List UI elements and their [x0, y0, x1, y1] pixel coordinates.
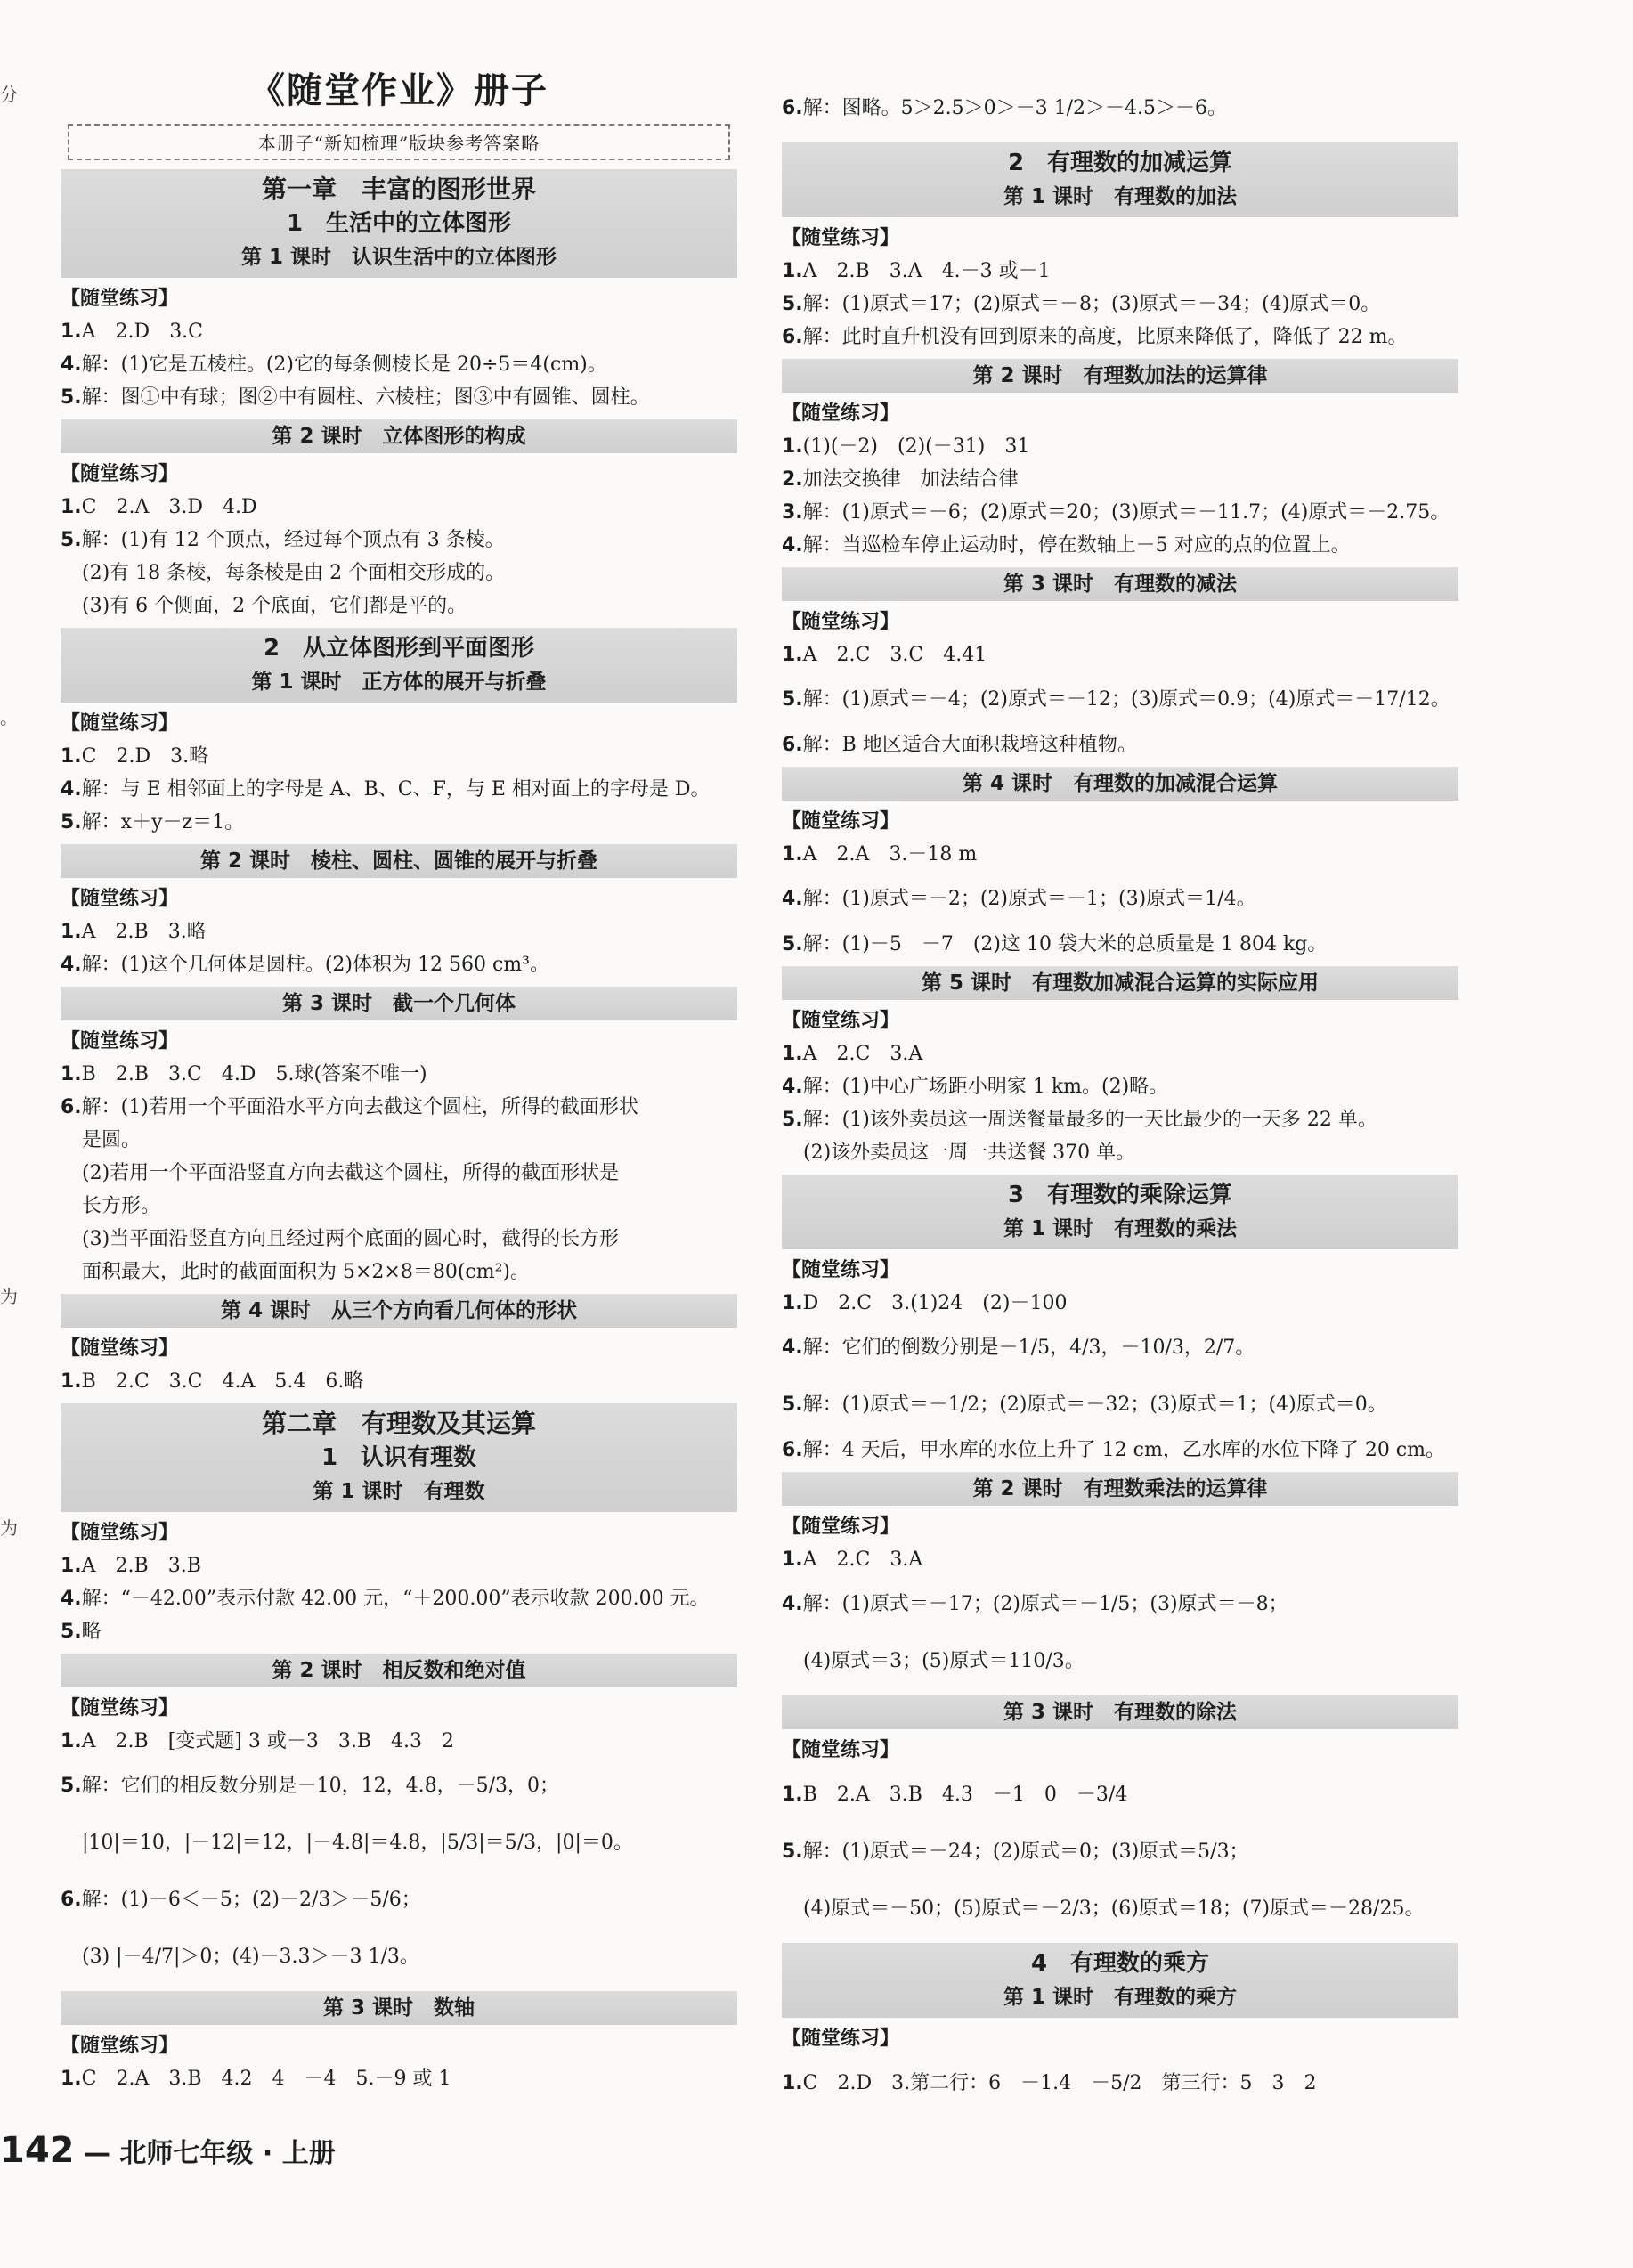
lesson-title: 第 2 课时 立体图形的构成	[272, 425, 526, 448]
answer-text: 解：此时直升机没有回到原来的高度，比原来降低了，降低了 22 m。	[802, 326, 1408, 348]
booklet-note: 本册子“新知梳理”版块参考答案略	[68, 124, 730, 160]
answer-line	[61, 491, 737, 524]
chapter-title: 第一章 丰富的图形世界	[261, 175, 536, 204]
footer-dash: —	[83, 2138, 110, 2169]
section-title: 3 有理数的乘除运算	[1007, 1182, 1233, 1208]
right-column	[782, 80, 1458, 2118]
answer-text: A 2.D 3.C	[81, 321, 204, 343]
answer-text: B 2.C 3.C 4.A 5.4 6.略	[81, 1370, 364, 1393]
answer-line	[61, 1058, 737, 1091]
lesson-title: 第 3 课时 有理数的除法	[1003, 1701, 1238, 1724]
question-number: 5.	[782, 1841, 803, 1863]
answer-line	[782, 1576, 1458, 1633]
question-number: 6.	[782, 1439, 803, 1461]
answer-text: B 2.A 3.B 4.3 －1 0 －3/4	[802, 1784, 1128, 1806]
question-number: 1.	[61, 1063, 82, 1085]
answer-line	[61, 1190, 737, 1223]
answer-block	[61, 844, 737, 981]
answer-text: C 2.A 3.D 4.D	[81, 496, 257, 518]
answer-text: (4)原式＝－50；(5)原式＝－2/3；(6)原式＝18；(7)原式＝－28/25。	[803, 1898, 1425, 1920]
answer-line	[61, 1758, 737, 1815]
section-header	[61, 169, 737, 278]
answer-line	[782, 871, 1458, 928]
answer-block	[61, 1654, 737, 1986]
question-number: 4.	[782, 1337, 803, 1359]
question-number: 5.	[782, 1394, 803, 1416]
answer-text: 解：(1)中心广场距小明家 1 km。(2)略。	[802, 1076, 1169, 1098]
answer-text: 解：(1)－6＜－5；(2)－2/3＞－5/6；	[81, 1889, 421, 1911]
answer-line	[61, 1582, 737, 1615]
question-number: 4.	[61, 354, 82, 376]
answer-line	[782, 928, 1458, 961]
question-number: 1.	[61, 496, 82, 518]
question-number: 4.	[61, 954, 82, 976]
answer-line	[61, 524, 737, 557]
lesson-title: 第 1 课时 有理数的加法	[1003, 185, 1238, 208]
booklet-title: 《随堂作业》册子	[249, 70, 548, 111]
question-number: 5.	[782, 933, 803, 955]
answer-line	[782, 1377, 1458, 1434]
answer-line	[61, 589, 737, 622]
answer-text: (4)原式＝3；(5)原式＝110/3。	[803, 1650, 1085, 1672]
answer-line	[782, 1767, 1458, 1824]
answer-block	[782, 1943, 1458, 2112]
section-header	[782, 966, 1458, 1000]
answer-line	[782, 80, 1458, 137]
question-number: 4.	[782, 534, 803, 557]
practice-label: 【随堂练习】	[782, 1516, 900, 1538]
question-number: 5.	[61, 1621, 82, 1643]
answer-line	[61, 1929, 737, 1986]
question-number: 1.	[782, 1043, 803, 1065]
section-title: 2 从立体图形到平面图形	[263, 635, 535, 662]
question-number: 4.	[782, 1593, 803, 1615]
question-number: 1.	[61, 1730, 82, 1752]
lesson-title: 第 3 课时 数轴	[322, 1996, 475, 2020]
answer-line	[782, 1881, 1458, 1938]
answer-block	[782, 80, 1458, 137]
answer-block	[782, 359, 1458, 562]
lesson-title: 第 4 课时 有理数的加减混合运算	[962, 772, 1279, 795]
answer-text: 略	[81, 1621, 102, 1643]
answer-text: A 2.C 3.A	[802, 1549, 923, 1571]
answer-text: (1)(－2) (2)(－31) 31	[802, 435, 1030, 458]
answer-line	[782, 1824, 1458, 1881]
edge-mark: 分	[0, 84, 18, 105]
question-number: 1.	[61, 745, 82, 768]
answer-text: 解：它们的相反数分别是－10，12，4.8，－5/3，0；	[81, 1775, 560, 1797]
answer-block	[782, 966, 1458, 1169]
answer-line	[782, 1320, 1458, 1377]
section-title: 1 认识有理数	[321, 1444, 477, 1471]
practice-label: 【随堂练习】	[61, 712, 179, 735]
answer-line	[782, 638, 1458, 671]
question-number: 2.	[782, 468, 803, 491]
section-header	[782, 767, 1458, 801]
answer-text: 解：(1)－5 －7 (2)这 10 袋大米的总质量是 1 804 kg。	[802, 933, 1328, 955]
question-number: 1.	[61, 321, 82, 343]
question-number: 6.	[782, 326, 803, 348]
answer-line	[782, 496, 1458, 529]
answer-text: 解：它们的倒数分别是－1/5，4/3，－10/3，2/7。	[802, 1337, 1255, 1359]
answer-line	[782, 1103, 1458, 1136]
answer-text: 解：(1)原式＝－2；(2)原式＝－1；(3)原式＝1/4。	[802, 888, 1256, 910]
answer-line	[61, 381, 737, 414]
answer-text: 解：x＋y－z＝1。	[81, 811, 245, 833]
question-number: 5.	[782, 293, 803, 315]
answer-text: 解：图略。5＞2.5＞0＞－3 1/2＞－4.5＞－6。	[802, 97, 1228, 119]
practice-label: 【随堂练习】	[782, 1259, 900, 1281]
answer-text: 解：(1)原式＝－4；(2)原式＝－12；(3)原式＝0.9；(4)原式＝－17/12。	[802, 688, 1450, 711]
section-header	[61, 1654, 737, 1687]
answer-line	[782, 838, 1458, 871]
answer-line	[782, 728, 1458, 761]
answer-block	[61, 628, 737, 839]
answer-text: C 2.A 3.B 4.2 4 －4 5.－9 或 1	[81, 2068, 451, 2090]
answer-text: 解：(1)该外卖员这一周送餐量最多的一天比最少的一天多 22 单。	[802, 1109, 1377, 1131]
question-number: 3.	[782, 501, 803, 524]
question-number: 5.	[61, 386, 82, 409]
lesson-title: 第 2 课时 相反数和绝对值	[272, 1659, 526, 1682]
answer-text: (3) |－4/7|＞0；(4)－3.3＞－3 1/3。	[82, 1946, 419, 1968]
lesson-title: 第 2 课时 棱柱、圆柱、圆锥的展开与折叠	[199, 849, 598, 873]
answer-text: 加法交换律 加法结合律	[802, 468, 1019, 491]
answer-block	[782, 567, 1458, 761]
answer-text: 解：当巡检车停止运动时，停在数轴上－5 对应的点的位置上。	[802, 534, 1351, 557]
answer-text: 解：(1)有 12 个顶点，经过每个顶点有 3 条棱。	[81, 529, 505, 551]
question-number: 5.	[61, 1775, 82, 1797]
lesson-title: 第 4 课时 从三个方向看几何体的形状	[220, 1299, 578, 1322]
answer-block	[61, 1403, 737, 1648]
answer-block	[782, 1695, 1458, 1938]
answer-text: (3)当平面沿竖直方向且经过两个底面的圆心时，截得的长方形	[82, 1228, 620, 1250]
answer-line	[61, 740, 737, 773]
answer-text: (2)有 18 条棱，每条棱是由 2 个面相交形成的。	[82, 562, 506, 584]
edge-mark: 。	[0, 707, 18, 728]
answer-line	[61, 557, 737, 589]
answer-line	[782, 255, 1458, 288]
answer-text: 解：图①中有球；图②中有圆柱、六棱柱；图③中有圆锥、圆柱。	[81, 386, 650, 409]
answer-text: 解：B 地区适合大面积栽培这种植物。	[802, 734, 1137, 756]
answer-line	[61, 1615, 737, 1648]
answer-text: A 2.C 3.A	[802, 1043, 923, 1065]
answer-text: |10|＝10，|－12|＝12，|－4.8|＝4.8，|5/3|＝5/3，|0|＝0。	[82, 1832, 633, 1854]
question-number: 6.	[61, 1096, 82, 1118]
section-header	[61, 1294, 737, 1328]
answer-line	[61, 1725, 737, 1758]
question-number: 4.	[61, 778, 82, 801]
answer-text: 解：(1)原式＝－6；(2)原式＝20；(3)原式＝－11.7；(4)原式＝－2.75。	[802, 501, 1450, 524]
answer-text: 面积最大，此时的截面面积为 5×2×8＝80(cm²)。	[82, 1261, 531, 1283]
section-title: 1 生活中的立体图形	[286, 210, 512, 237]
practice-label: 【随堂练习】	[782, 402, 900, 425]
answer-line	[782, 1543, 1458, 1576]
question-number: 1.	[782, 2072, 803, 2094]
section-header	[61, 419, 737, 453]
answer-line	[782, 288, 1458, 321]
question-number: 1.	[782, 1549, 803, 1571]
lesson-title: 第 2 课时 有理数加法的运算律	[972, 364, 1268, 387]
question-number: 5.	[61, 529, 82, 551]
answer-block	[61, 419, 737, 622]
answer-line	[61, 1256, 737, 1288]
answer-block	[61, 1991, 737, 2095]
lesson-title: 第 2 课时 有理数乘法的运算律	[972, 1477, 1268, 1500]
question-number: 4.	[61, 1588, 82, 1610]
answer-line	[782, 1136, 1458, 1169]
answer-line	[61, 773, 737, 806]
lesson-title: 第 1 课时 正方体的展开与折叠	[251, 671, 547, 694]
question-number: 4.	[782, 888, 803, 910]
practice-label: 【随堂练习】	[782, 1739, 900, 1761]
question-number: 1.	[61, 1555, 82, 1577]
answer-line	[782, 463, 1458, 496]
question-number: 1.	[782, 260, 803, 282]
answer-line	[782, 1037, 1458, 1070]
answer-text: (3)有 6 个侧面，2 个底面，它们都是平的。	[82, 595, 467, 617]
section-header	[782, 359, 1458, 393]
lesson-title: 第 1 课时 有理数的乘法	[1003, 1217, 1238, 1240]
question-number: 6.	[61, 1889, 82, 1911]
answer-line	[61, 1815, 737, 1872]
answer-block	[782, 142, 1458, 354]
answer-text: 解：(1)原式＝－17；(2)原式＝－1/5；(3)原式＝－8；	[802, 1593, 1288, 1615]
question-number: 4.	[782, 1076, 803, 1098]
answer-text: A 2.B 3.A 4.－3 或－1	[802, 260, 1051, 282]
answer-text: 解：(1)原式＝－1/2；(2)原式＝－32；(3)原式＝1；(4)原式＝0。	[802, 1394, 1387, 1416]
answer-text: C 2.D 3.第二行：6 －1.4 －5/2 第三行：5 3 2	[802, 2072, 1317, 2094]
answer-text: 解：4 天后，甲水库的水位上升了 12 cm，乙水库的水位下降了 20 cm。	[802, 1439, 1445, 1461]
answer-text: 解：(1)原式＝17；(2)原式＝－8；(3)原式＝－34；(4)原式＝0。	[802, 293, 1381, 315]
answer-text: 长方形。	[82, 1195, 161, 1217]
question-number: 5.	[782, 1109, 803, 1131]
lesson-title: 第 1 课时 有理数	[313, 1480, 485, 1503]
section-header	[61, 1403, 737, 1512]
question-number: 5.	[782, 688, 803, 711]
section-header	[61, 628, 737, 703]
answer-line	[61, 1091, 737, 1124]
section-header	[61, 1991, 737, 2025]
answer-text: 解：(1)若用一个平面沿水平方向去截这个圆柱，所得的截面形状	[81, 1096, 638, 1118]
edge-mark: 为	[0, 1517, 18, 1539]
practice-label: 【随堂练习】	[61, 1030, 179, 1053]
answer-text: 解：(1)这个几何体是圆柱。(2)体积为 12 560 cm³。	[81, 954, 549, 976]
lesson-title: 第 1 课时 有理数的乘方	[1003, 1986, 1238, 2009]
answer-line	[782, 1434, 1458, 1467]
page-number: 142	[0, 2130, 75, 2171]
answer-block	[782, 1175, 1458, 1467]
practice-label: 【随堂练习】	[61, 1337, 179, 1360]
answer-line	[61, 1872, 737, 1929]
practice-label: 【随堂练习】	[61, 888, 179, 910]
section-header	[782, 1943, 1458, 2018]
question-number: 1.	[782, 644, 803, 666]
question-number: 1.	[782, 1784, 803, 1806]
lesson-title: 第 1 课时 认识生活中的立体图形	[240, 246, 557, 269]
page-footer	[0, 2130, 336, 2171]
chapter-title: 第二章 有理数及其运算	[261, 1409, 536, 1438]
practice-label: 【随堂练习】	[61, 288, 179, 310]
answer-text: (2)该外卖员这一周一共送餐 370 单。	[803, 1142, 1136, 1164]
section-header	[61, 844, 737, 878]
answer-line	[782, 2055, 1458, 2112]
answer-text: B 2.B 3.C 4.D 5.球(答案不唯一)	[81, 1063, 427, 1085]
answer-line	[61, 948, 737, 981]
answer-line	[61, 1223, 737, 1256]
answer-text: A 2.B [变式题] 3 或－3 3.B 4.3 2	[81, 1730, 455, 1752]
answer-line	[61, 1365, 737, 1398]
question-number: 1.	[782, 1292, 803, 1314]
practice-label: 【随堂练习】	[782, 611, 900, 633]
section-header	[782, 1175, 1458, 1249]
section-header	[61, 987, 737, 1020]
answer-line	[61, 806, 737, 839]
answer-line	[61, 1157, 737, 1190]
answer-line	[782, 1287, 1458, 1320]
edge-mark: 为	[0, 1286, 18, 1307]
answer-text: A 2.A 3.－18 m	[802, 843, 978, 866]
section-header	[782, 142, 1458, 217]
practice-label: 【随堂练习】	[61, 1697, 179, 1719]
footer-book: 北师七年级 · 上册	[119, 2138, 336, 2169]
question-number: 1.	[782, 843, 803, 866]
answer-block	[61, 987, 737, 1288]
answer-line	[61, 1549, 737, 1582]
answer-line	[61, 915, 737, 948]
answer-block	[782, 767, 1458, 961]
answer-text: D 2.C 3.(1)24 (2)－100	[802, 1292, 1068, 1314]
practice-label: 【随堂练习】	[782, 2028, 900, 2050]
answer-text: A 2.B 3.略	[81, 921, 207, 943]
answer-text: 解：与 E 相邻面上的字母是 A、B、C、F，与 E 相对面上的字母是 D。	[81, 778, 711, 801]
answer-text: 解：“－42.00”表示付款 42.00 元，“＋200.00”表示收款 200.00 元。	[81, 1588, 710, 1610]
lesson-title: 第 3 课时 有理数的减法	[1003, 573, 1238, 596]
practice-label: 【随堂练习】	[782, 1010, 900, 1032]
answer-text: 解：(1)它是五棱柱。(2)它的每条侧棱长是 20÷5＝4(cm)。	[81, 354, 607, 376]
answer-block	[61, 169, 737, 414]
answer-line	[782, 529, 1458, 562]
answer-line	[782, 671, 1458, 728]
question-number: 1.	[61, 1370, 82, 1393]
section-header	[782, 567, 1458, 601]
answer-line	[61, 2062, 737, 2095]
section-header	[782, 1472, 1458, 1506]
answer-block	[61, 1294, 737, 1398]
answer-line	[782, 1633, 1458, 1690]
answer-line	[61, 1124, 737, 1157]
practice-label: 【随堂练习】	[782, 227, 900, 249]
answer-line	[61, 348, 737, 381]
section-title: 4 有理数的乘方	[1030, 1950, 1210, 1977]
answer-text: A 2.C 3.C 4.41	[802, 644, 987, 666]
answer-line	[782, 321, 1458, 354]
practice-label: 【随堂练习】	[61, 463, 179, 485]
answer-line	[782, 430, 1458, 463]
lesson-title: 第 5 课时 有理数加减混合运算的实际应用	[921, 971, 1320, 995]
question-number: 1.	[61, 921, 82, 943]
answer-line	[61, 315, 737, 348]
question-number: 5.	[61, 811, 82, 833]
section-title: 2 有理数的加减运算	[1007, 150, 1233, 176]
question-number: 6.	[782, 734, 803, 756]
left-column	[61, 62, 737, 2101]
answer-text: 解：(1)原式＝－24；(2)原式＝0；(3)原式＝5/3；	[802, 1841, 1249, 1863]
question-number: 6.	[782, 97, 803, 119]
answer-line	[782, 1070, 1458, 1103]
lesson-title: 第 3 课时 截一个几何体	[281, 992, 516, 1015]
answer-text: A 2.B 3.B	[81, 1555, 201, 1577]
section-header	[782, 1695, 1458, 1729]
practice-label: 【随堂练习】	[782, 810, 900, 833]
practice-label: 【随堂练习】	[61, 2035, 179, 2057]
answer-text: (2)若用一个平面沿竖直方向去截这个圆柱，所得的截面形状是	[82, 1162, 620, 1184]
question-number: 1.	[782, 435, 803, 458]
answer-block	[782, 1472, 1458, 1690]
answer-text: 是圆。	[82, 1129, 142, 1151]
practice-label: 【随堂练习】	[61, 1522, 179, 1544]
question-number: 1.	[61, 2068, 82, 2090]
answer-text: C 2.D 3.略	[81, 745, 209, 768]
